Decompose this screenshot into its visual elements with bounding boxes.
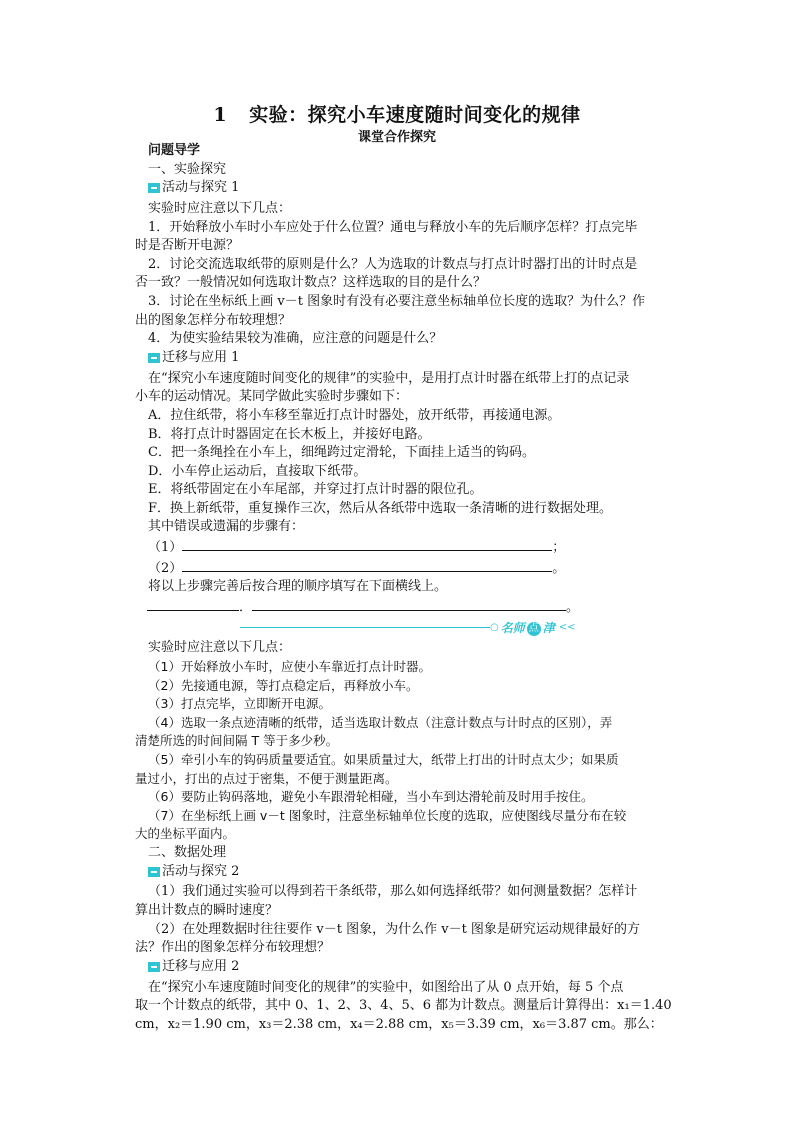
- activity1-q2-line2: 否一致？一般情况如何选取计数点？这样选取的目的是什么？: [135, 275, 487, 291]
- note-5-line1: （5）牵引小车的钩码质量要适宜。如果质量过大，纸带上打出的计时点太少；如果质: [148, 752, 619, 767]
- activity1-intro: 实验时应注意以下几点：: [148, 201, 292, 217]
- note-1: （1）开始释放小车时，应使小车靠近打点计时器。: [148, 659, 431, 675]
- application2-tag-label: 迁移与应用 2: [162, 958, 240, 974]
- application1-stem-line1: 在“探究小车速度随时间变化的规律”的实验中，是用打点计时器在纸带上打的点记录: [148, 370, 630, 386]
- order-end: 。: [566, 599, 580, 615]
- order-separator: ．: [239, 599, 253, 615]
- divider-rule: [240, 627, 490, 628]
- application1-stem-line2: 小车的运动情况。某同学做此实验时步骤如下：: [135, 389, 409, 405]
- order-blank-2[interactable]: [252, 597, 566, 611]
- step-b: B．将打点计时器固定在长木板上，并接好电路。: [148, 426, 431, 442]
- activity2-p2-line1: （2）在处理数据时往往要作 v－t 图象，为什么作 v－t 图象是研究运动规律最好的方: [148, 921, 640, 937]
- tips-badge: [490, 619, 576, 638]
- order-prompt: 将以上步骤完善后按合理的顺序填写在下面横线上。: [148, 579, 448, 595]
- part2-heading: 二、数据处理: [148, 844, 227, 860]
- answer-row-2: [148, 558, 678, 579]
- arrow-tag-icon: [148, 353, 160, 363]
- errors-question: 其中错误或遗漏的步骤有：: [148, 519, 305, 535]
- activity1-q3-line1: 3．讨论在坐标纸上画 v－t 图象时有没有必要注意坐标轴单位长度的选取？为什么？作: [148, 294, 646, 310]
- step-e: E．将纸带固定在小车尾部，并穿过打点计时器的限位孔。: [148, 482, 483, 498]
- note-3: （3）打点完毕，立即断开电源。: [148, 696, 331, 712]
- page-title: [0, 100, 794, 127]
- badge-tail: 津: [542, 621, 555, 636]
- application2-line3: cm，x₂＝1.90 cm，x₃＝2.38 cm，x₄＝2.88 cm，x₅＝3.39 cm，x₆＝3.87 cm。那么：: [135, 1016, 663, 1032]
- activity2-p2-line2: 法？作出的图象怎样分布较理想？: [135, 940, 331, 956]
- page-subtitle: 课堂合作探究: [357, 130, 436, 145]
- step-d: D．小车停止运动后，直接取下纸带。: [148, 463, 367, 479]
- answer-label-2: （2）: [148, 560, 183, 576]
- note-4-line1: （4）选取一条点迹清晰的纸带，适当选取计数点（注意计数点与计时点的区别），弄: [148, 714, 613, 730]
- arrow-tag-icon: [148, 962, 160, 972]
- activity2-p1-line1: （1）我们通过实验可以得到若干条纸带，那么如何选择纸带？如何测量数据？怎样计: [148, 884, 638, 900]
- note-7-line2: 大的坐标平面内。: [135, 826, 236, 842]
- activity1-tag: [148, 179, 239, 198]
- title-number: 1: [213, 104, 228, 126]
- application1-tag: [148, 349, 239, 368]
- application2-tag: [148, 958, 239, 977]
- notes-intro: 实验时应注意以下几点：: [148, 640, 292, 656]
- activity1-tag-label: 活动与探究 1: [162, 180, 240, 196]
- part1-heading: 一、实验探究: [148, 161, 227, 177]
- main-content: [135, 142, 678, 1035]
- tips-divider: [148, 619, 678, 637]
- answer-end-1: ；: [552, 540, 566, 556]
- step-f: F．换上新纸带，重复操作三次，然后从各纸带中选取一条清晰的进行数据处理。: [148, 500, 613, 516]
- activity1-q4: 4．为使实验结果较为准确，应注意的问题是什么？: [148, 331, 443, 347]
- activity1-q3-line2: 出的图象怎样分布较理想？: [135, 312, 292, 328]
- arrow-tag-icon: [148, 183, 160, 193]
- title-text: 实验：探究小车速度随时间变化的规律: [249, 104, 581, 126]
- activity2-tag: [148, 863, 239, 882]
- answer-end-2: 。: [552, 560, 566, 576]
- arrow-tag-icon: [148, 867, 160, 877]
- note-7-line1: （7）在坐标纸上画 v－t 图象时，注意坐标轴单位长度的选取，应使图线尽量分布在较: [148, 807, 627, 823]
- badge-circle: 点: [528, 622, 539, 634]
- answer-label-1: （1）: [148, 540, 183, 556]
- answer-blank-2[interactable]: [182, 558, 552, 572]
- answer-blank-1[interactable]: [182, 537, 552, 551]
- activity2-p1-line2: 算出计数点的瞬时速度？: [135, 903, 279, 919]
- order-row: [147, 597, 678, 618]
- application2-line1: 在“探究小车速度随时间变化的规律”的实验中，如图给出了从 0 点开始，每 5 个点: [148, 979, 624, 995]
- application2-line2: 取一个计数点的纸带，其中 0、1、2、3、4、5、6 都为计数点。测量后计算得出：x₁＝1.40: [135, 998, 672, 1014]
- note-5-line2: 量过小，打出的点过于密集，不便于测量距离。: [135, 770, 398, 786]
- activity1-q1-line2: 时是否断开电源？: [135, 238, 240, 254]
- note-6: （6）要防止钩码落地，避免小车跟滑轮相碰，当小车到达滑轮前及时用手按住。: [148, 789, 594, 805]
- step-c: C．把一条绳拴在小车上，细绳跨过定滑轮，下面挂上适当的钩码。: [148, 445, 535, 461]
- badge-text: 名师: [500, 621, 525, 636]
- step-a: A．拉住纸带，将小车移至靠近打点计时器处，放开纸带，再接通电源。: [148, 407, 561, 423]
- note-4-line2: 清楚所选的时间间隔 T 等于多少秒。: [135, 733, 339, 749]
- double-left-arrow-icon: <<: [558, 622, 576, 634]
- activity1-q1-line1: 1．开始释放小车时小车应处于什么位置？通电与释放小车的先后顺序怎样？打点完毕: [148, 219, 638, 235]
- order-blank-1[interactable]: [147, 597, 239, 611]
- activity1-q2-line1: 2．讨论交流选取纸带的原则是什么？人为选取的计数点与打点计时器打出的计时点是: [148, 256, 638, 272]
- activity2-tag-label: 活动与探究 2: [162, 863, 240, 879]
- answer-row-1: [148, 537, 678, 558]
- badge-dot-icon: ○: [490, 622, 499, 634]
- section-intro: 问题导学: [148, 143, 201, 158]
- application1-tag-label: 迁移与应用 1: [162, 349, 240, 365]
- note-2: （2）先接通电源，等打点稳定后，再释放小车。: [148, 677, 419, 693]
